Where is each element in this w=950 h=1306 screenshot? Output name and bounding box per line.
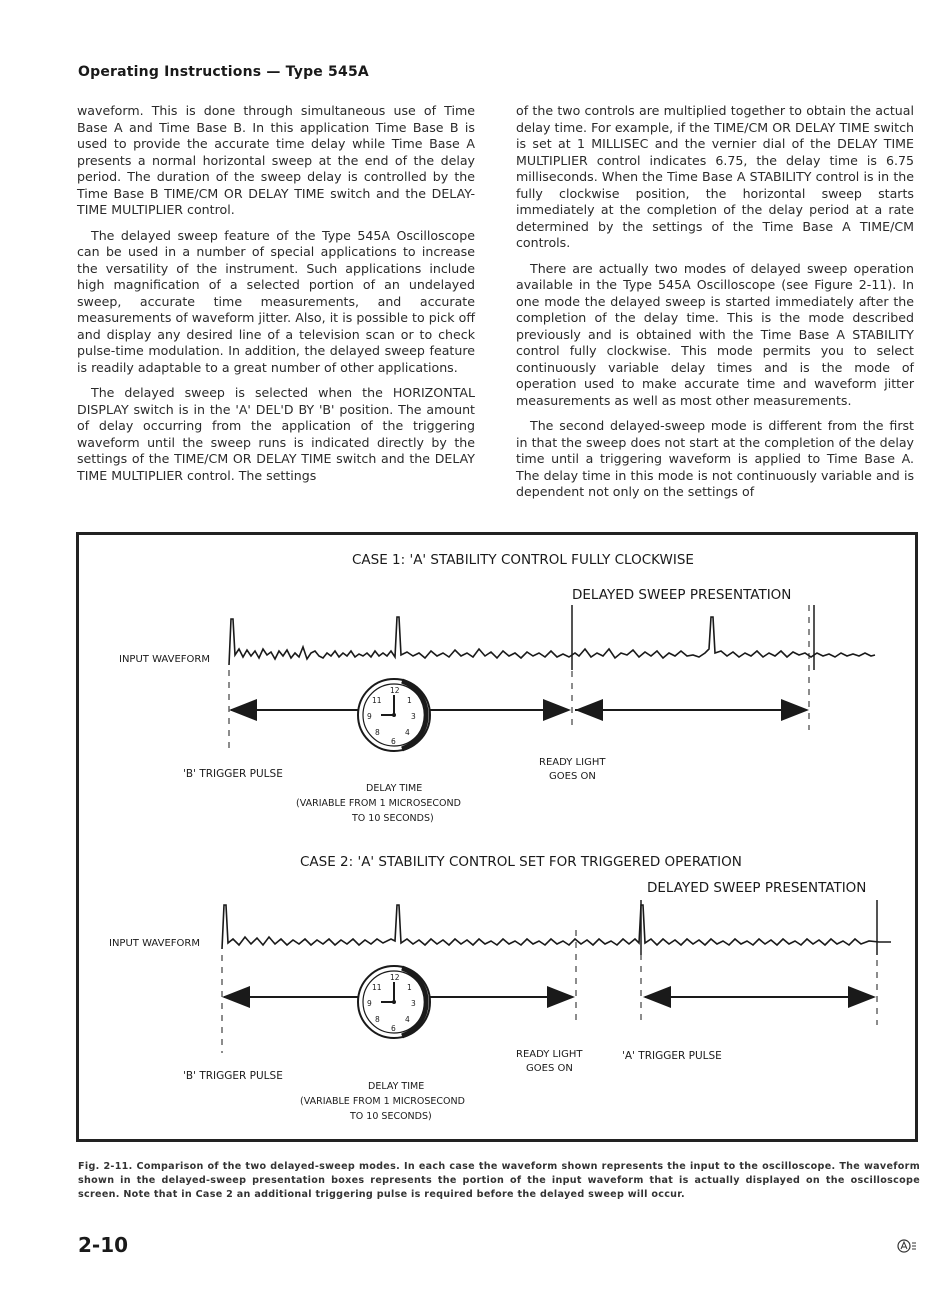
case1-input-label: INPUT WAVEFORM: [119, 654, 210, 665]
page-header: Operating Instructions — Type 545A: [78, 64, 369, 80]
case2-title: CASE 2: 'A' STABILITY CONTROL SET FOR TRIGGERED OPERATION: [300, 854, 742, 870]
case2-delay-time-label: DELAY TIME: [368, 1081, 425, 1092]
svg-text:12: 12: [390, 973, 400, 982]
paragraph: The second delayed-sweep mode is different from the first in that the sweep does not start at the completion of the delay time until a triggering waveform is applied to Time Base A. The delay time in this mode is not continuously variable and is dependent not only on the settings of: [516, 418, 914, 499]
case2-arrowhead: [643, 986, 671, 1008]
svg-text:1: 1: [407, 696, 412, 705]
case1-delay-time-label: DELAY TIME: [366, 783, 423, 794]
case2-presentation-label: DELAYED SWEEP PRESENTATION: [647, 880, 867, 896]
case2-delay-range-label: TO 10 SECONDS): [350, 1111, 432, 1122]
delayed-sweep-figure: [76, 532, 918, 1142]
left-text-column: [77, 103, 475, 493]
case1-delay-range-label: TO 10 SECONDS): [352, 813, 434, 824]
svg-text:9: 9: [367, 712, 372, 721]
paragraph: The delayed sweep feature of the Type 545A Oscilloscope can be used in a number of special applications to increase the versatility of the instrument. Such applications include high magnification of a selected portion of an undelayed sweep, accurate time measurements, and accurate measurements of waveform jitter. Also, it is possible to pick off and display any desired line of a television scan or to check pulse-time modulation. In addition, the delayed sweep feature is readily adaptable to a great number of other applications.: [77, 227, 475, 375]
case2-b-trigger-label: 'B' TRIGGER PULSE: [183, 1070, 283, 1082]
case2-ready-light-label: READY LIGHT: [516, 1049, 583, 1060]
svg-text:8: 8: [375, 1015, 380, 1024]
case2-input-label: INPUT WAVEFORM: [109, 938, 200, 949]
case2-ready-light-label: GOES ON: [526, 1063, 573, 1074]
case1-arrowhead: [575, 699, 603, 721]
case1-presentation-label: DELAYED SWEEP PRESENTATION: [572, 587, 792, 603]
case2-delay-range-label: (VARIABLE FROM 1 MICROSECOND: [300, 1096, 465, 1107]
page-number: 2-10: [78, 1233, 129, 1257]
case2-input-waveform: [222, 905, 891, 949]
figure-diagram: [79, 535, 915, 1139]
svg-text:11: 11: [372, 983, 382, 992]
figure-caption: Fig. 2-11. Comparison of the two delayed-sweep modes. In each case the waveform shown represents the input to the oscilloscope. The waveform shown in the delayed-sweep presentation boxes represents the portion of the input waveform that is actually displayed on the oscilloscope screen. Note that in Case 2 an additional triggering pulse is required before the delayed sweep will occur.: [78, 1161, 920, 1200]
paragraph: The delayed sweep is selected when the HORIZONTAL DISPLAY switch is in the 'A' DEL'D BY 'B' position. The amount of delay occurring from the application of the triggering waveform until the sweep runs is indicated directly by the settings of the TIME/CM OR DELAY TIME switch and the DELAY TIME MULTIPLIER control. The settings: [77, 385, 475, 483]
svg-text:4: 4: [405, 728, 410, 737]
svg-text:1: 1: [407, 983, 412, 992]
svg-text:8: 8: [375, 728, 380, 737]
svg-text:3: 3: [411, 999, 416, 1008]
case1-title: CASE 1: 'A' STABILITY CONTROL FULLY CLOCKWISE: [352, 552, 694, 568]
publisher-logo-icon: [897, 1238, 917, 1254]
case2-clock-icon: [358, 966, 430, 1038]
svg-text:6: 6: [391, 1024, 396, 1033]
svg-text:9: 9: [367, 999, 372, 1008]
paragraph: There are actually two modes of delayed sweep operation available in the Type 545A Oscilloscope (see Figure 2-11). In one mode the delayed sweep is started immediately after the completion of the delay time. This is the mode described previously and is obtained with the Time Base A STABILITY control fully clockwise. This mode permits you to select continuously variable delay times and is the mode of operation used to make accurate time and waveform jitter measurements as well as most other measurements.: [516, 260, 914, 408]
case1-clock-icon: [358, 679, 430, 751]
case1-arrowhead: [543, 699, 571, 721]
svg-text:12: 12: [390, 686, 400, 695]
case1-ready-light-label: READY LIGHT: [539, 757, 606, 768]
case2-a-trigger-label: 'A' TRIGGER PULSE: [622, 1050, 722, 1062]
svg-text:6: 6: [391, 737, 396, 746]
paragraph: waveform. This is done through simultaneous use of Time Base A and Time Base B. In this application Time Base B is used to provide the accurate time delay while Time Base A presents a normal horizontal sweep at the end of the delay period. The duration of the sweep delay is controlled by the Time Base B TIME/CM OR DELAY TIME switch and the DELAY-TIME MULTIPLIER control.: [77, 103, 475, 217]
paragraph: of the two controls are multiplied together to obtain the actual delay time. For example, if the TIME/CM OR DELAY TIME switch is set at 1 MILLISEC and the vernier dial of the DELAY TIME MULTIPLIER control indicates 6.75, the delay time is 6.75 milliseconds. When the Time Base A STABILITY control is in the fully clockwise position, the horizontal sweep starts immediately at the completion of the delay period at a rate determined by the settings of the Time Base A TIME/CM controls.: [516, 103, 914, 250]
case1-ready-light-label: GOES ON: [549, 771, 596, 782]
case2-arrowhead: [848, 986, 876, 1008]
svg-text:3: 3: [411, 712, 416, 721]
case2-arrowhead: [547, 986, 575, 1008]
case2-arrowhead: [222, 986, 250, 1008]
svg-text:11: 11: [372, 696, 382, 705]
case1-b-trigger-label: 'B' TRIGGER PULSE: [183, 768, 283, 780]
case1-input-waveform: [229, 617, 875, 665]
case1-arrowhead: [229, 699, 257, 721]
right-text-column: [516, 103, 914, 510]
case1-arrowhead: [781, 699, 809, 721]
case1-delay-range-label: (VARIABLE FROM 1 MICROSECOND: [296, 798, 461, 809]
svg-text:4: 4: [405, 1015, 410, 1024]
